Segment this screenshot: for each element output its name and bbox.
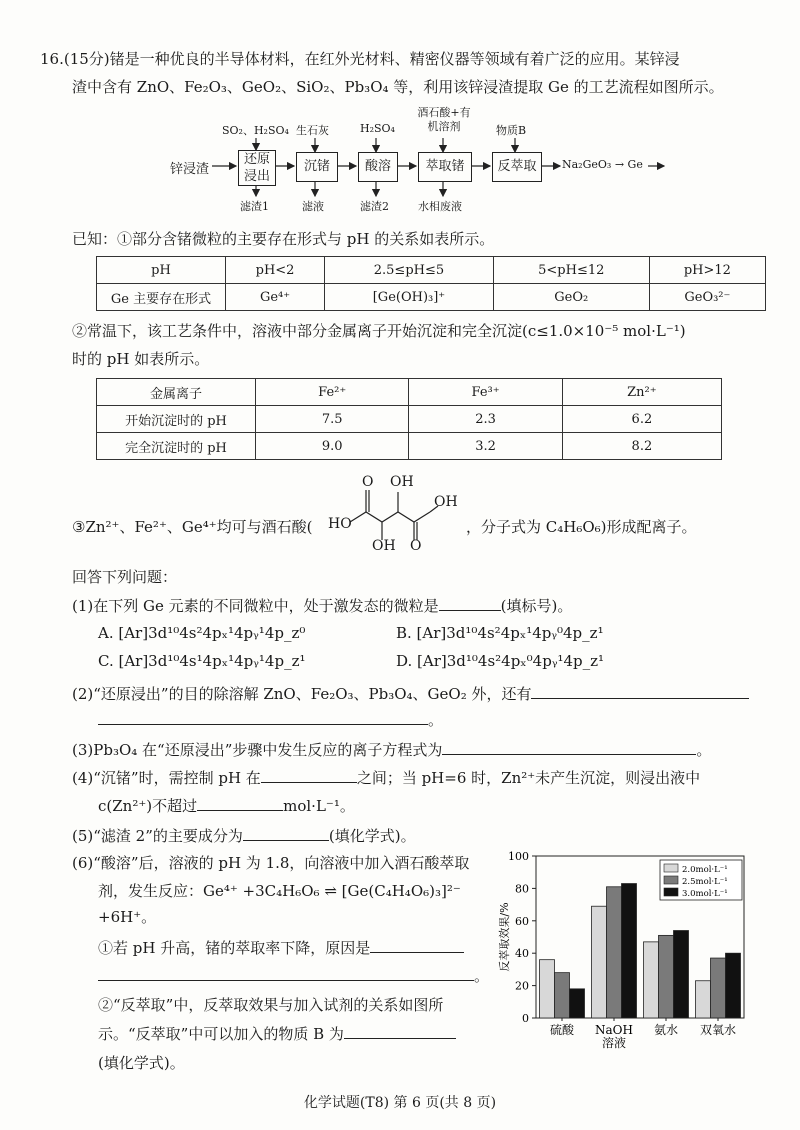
legend-swatch <box>664 888 678 896</box>
answer-blank-5[interactable] <box>243 824 329 841</box>
question-6e-end: 。 <box>474 967 490 985</box>
bar <box>622 884 637 1018</box>
table-cell: 3.2 <box>409 433 562 460</box>
question-6d-text: ①若 pH 升高，锗的萃取率下降，原因是 <box>98 939 371 957</box>
flow-step-reduction-leach: 还原浸出 <box>238 150 276 186</box>
table-row <box>97 257 766 284</box>
option-d[interactable]: D. [Ar]3d¹⁰4s²4pₓ⁰4pᵧ¹4p_z¹ <box>396 652 605 670</box>
y-tick-label: 40 <box>515 947 529 961</box>
table-cell: GeO₃²⁻ <box>649 284 765 311</box>
flow-residue-2: 滤渣2 <box>360 200 389 213</box>
y-tick-label: 0 <box>522 1012 529 1025</box>
question-6d <box>98 936 464 959</box>
answer-header: 回答下列问题： <box>72 568 178 586</box>
bar <box>555 973 570 1018</box>
flow-product: Na₂GeO₃ → Ge <box>562 158 643 171</box>
known-info-3-post: ，分子式为 C₄H₆O₆)形成配离子。 <box>466 518 697 536</box>
question-6c: +6H⁺。 <box>98 908 157 926</box>
table-cell: 2.5≤pH≤5 <box>325 257 494 284</box>
ge-species-table <box>96 256 766 311</box>
question-5 <box>72 824 416 847</box>
question-6g-text: 示。“反萃取”中可以加入的物质 B 为 <box>98 1025 344 1043</box>
question-4-line2 <box>98 794 355 817</box>
question-3 <box>72 738 711 761</box>
question-3-text: (3)Pb₃O₄ 在“还原浸出”步骤中发生反应的离子方程式为 <box>72 741 443 759</box>
question-1-tail: (填标号)。 <box>500 597 573 615</box>
table-cell: GeO₂ <box>493 284 649 311</box>
question-intro-line2: 渣中含有 ZnO、Fe₂O₃、GeO₂、SiO₂、Pb₃O₄ 等，利用该锌浸渣提取 Ge 的工艺流程如图所示。 <box>72 78 724 96</box>
back-extraction-chart <box>494 846 754 1058</box>
table-row <box>97 433 722 460</box>
x-tick-label: 硫酸 <box>549 1023 575 1037</box>
table-cell: 完全沉淀时的 pH <box>97 433 256 460</box>
x-tick-label: 溶液 <box>601 1036 627 1050</box>
question-2-end: 。 <box>428 711 444 729</box>
table-row <box>97 406 722 433</box>
table-cell: pH <box>97 257 226 284</box>
table-cell: Fe²⁺ <box>256 379 409 406</box>
y-tick-label: 100 <box>508 850 529 863</box>
known-info-2a: ②常温下，该工艺条件中，溶液中部分金属离子开始沉淀和完全沉淀(c≤1.0×10⁻⁵ mol·L⁻¹) <box>72 322 686 340</box>
bar <box>570 989 585 1018</box>
option-c[interactable]: C. [Ar]3d¹⁰4s¹4pₓ¹4pᵧ¹4p_z¹ <box>98 652 306 670</box>
bar <box>607 887 622 1018</box>
flow-filtrate: 滤液 <box>302 200 324 213</box>
legend-entry: 2.5mol·L⁻¹ <box>682 877 728 887</box>
bar <box>726 953 741 1018</box>
x-tick-label: 双氧水 <box>699 1023 737 1037</box>
option-b[interactable]: B. [Ar]3d¹⁰4s²4pₓ¹4pᵧ⁰4p_z¹ <box>396 624 604 642</box>
bar <box>540 960 555 1018</box>
legend-swatch <box>664 876 678 884</box>
answer-blank-2a[interactable] <box>531 682 749 699</box>
question-6f: ②“反萃取”中，反萃取效果与加入试剂的关系如图所 <box>98 996 444 1014</box>
known-info-1: 已知：①部分含锗微粒的主要存在形式与 pH 的关系如表所示。 <box>72 230 495 248</box>
question-5-tail: (填化学式)。 <box>328 827 416 845</box>
answer-blank-6b[interactable] <box>98 964 474 981</box>
page-footer: 化学试题(T8) 第 6 页(共 8 页) <box>303 1095 497 1111</box>
table-cell: pH<2 <box>226 257 325 284</box>
table-cell: 8.2 <box>562 433 721 460</box>
question-2 <box>72 682 749 705</box>
flow-step-back-extract: 反萃取 <box>492 152 542 182</box>
bar <box>696 981 711 1018</box>
answer-blank-6c[interactable] <box>344 1022 456 1039</box>
question-6a: (6)“酸溶”后，溶液的 pH 为 1.8，向溶液中加入酒石酸萃取 <box>72 854 470 872</box>
flow-start: 锌浸渣 <box>170 162 210 177</box>
question-4 <box>72 766 700 789</box>
molecule-o-bottom: O <box>410 538 422 554</box>
question-1-text: (1)在下列 Ge 元素的不同微粒中，处于激发态的微粒是 <box>72 597 439 615</box>
legend-entry: 3.0mol·L⁻¹ <box>682 889 728 899</box>
answer-blank-1[interactable] <box>439 594 501 611</box>
table-cell: 7.5 <box>256 406 409 433</box>
answer-blank-6a[interactable] <box>370 936 464 953</box>
table-row <box>97 379 722 406</box>
answer-blank-4b[interactable] <box>197 794 283 811</box>
y-axis-label: 反萃取效果/% <box>498 902 511 972</box>
flow-reagent-5: 物质B <box>496 124 527 137</box>
table-cell: 2.3 <box>409 406 562 433</box>
question-6h: (填化学式)。 <box>98 1054 185 1072</box>
flow-reagent-4: 酒石酸+有机溶剂 <box>417 106 471 133</box>
answer-blank-2b[interactable] <box>98 708 428 725</box>
flow-arrows <box>0 0 800 230</box>
question-3-end: 。 <box>696 741 712 759</box>
y-tick-label: 20 <box>515 979 529 993</box>
flow-step-extract-ge: 萃取锗 <box>418 152 472 182</box>
question-2-line2 <box>98 708 443 731</box>
answer-blank-4a[interactable] <box>261 766 357 783</box>
bar <box>674 931 689 1018</box>
question-2-text: (2)“还原浸出”的目的除溶解 ZnO、Fe₂O₃、Pb₃O₄、GeO₂ 外，还有 <box>72 685 532 703</box>
flow-residue-1: 滤渣1 <box>240 200 269 213</box>
molecule-ho-left: HO <box>328 516 352 532</box>
molecule-oh-top: OH <box>390 474 414 490</box>
question-5-text: (5)“滤渣 2”的主要成分为 <box>72 827 243 845</box>
flow-reagent-3: H₂SO₄ <box>360 122 395 135</box>
x-tick-label: 氨水 <box>653 1023 679 1037</box>
table-cell: 9.0 <box>256 433 409 460</box>
metal-ion-ph-table <box>96 378 722 460</box>
question-4-text-c: c(Zn²⁺)不超过 <box>98 797 198 815</box>
table-cell: 金属离子 <box>97 379 256 406</box>
y-tick-label: 80 <box>515 882 529 896</box>
table-cell: Ge 主要存在形式 <box>97 284 226 311</box>
flow-step-precipitate-ge: 沉锗 <box>296 152 338 182</box>
molecule-oh-bottom: OH <box>372 538 396 554</box>
flow-reagent-1: SO₂、H₂SO₄ <box>222 124 289 137</box>
y-tick-label: 60 <box>515 914 529 928</box>
table-cell: [Ge(OH)₃]⁺ <box>325 284 494 311</box>
table-cell: Zn²⁺ <box>562 379 721 406</box>
bar <box>592 906 607 1018</box>
bar <box>644 942 659 1018</box>
molecule-o-top: O <box>362 474 374 490</box>
x-tick-label: NaOH <box>595 1023 633 1037</box>
legend-swatch <box>664 864 678 872</box>
question-intro-line1: 16.(15分)锗是一种优良的半导体材料，在红外光材料、精密仪器等领域有着广泛的应用。某锌浸 <box>40 50 680 68</box>
question-6b: 剂，发生反应：Ge⁴⁺ +3C₄H₆O₆ ⇌ [Ge(C₄H₄O₆)₃]²⁻ <box>98 882 461 900</box>
table-row <box>97 284 766 311</box>
table-cell: Ge⁴⁺ <box>226 284 325 311</box>
question-4-text-a: (4)“沉锗”时，需控制 pH 在 <box>72 769 261 787</box>
bar <box>711 958 726 1018</box>
table-cell: 6.2 <box>562 406 721 433</box>
answer-blank-3[interactable] <box>442 738 696 755</box>
bar <box>659 935 674 1018</box>
legend-entry: 2.0mol·L⁻¹ <box>682 865 728 875</box>
question-1 <box>72 594 572 617</box>
question-4-text-b: 之间；当 pH=6 时，Zn²⁺未产生沉淀，则浸出液中 <box>356 769 701 787</box>
table-cell: pH>12 <box>649 257 765 284</box>
flow-step-acid-dissolve: 酸溶 <box>358 152 398 182</box>
table-cell: 5<pH≤12 <box>493 257 649 284</box>
option-a[interactable]: A. [Ar]3d¹⁰4s²4pₓ¹4pᵧ¹4p_z⁰ <box>98 624 306 642</box>
table-cell: Fe³⁺ <box>409 379 562 406</box>
question-4-text-d: mol·L⁻¹。 <box>283 797 355 815</box>
table-cell: 开始沉淀时的 pH <box>97 406 256 433</box>
known-info-3-pre: ③Zn²⁺、Fe²⁺、Ge⁴⁺均可与酒石酸( <box>72 518 313 536</box>
known-info-2b: 时的 pH 如表所示。 <box>72 350 210 368</box>
molecule-oh-right: OH <box>434 494 458 510</box>
question-6e <box>98 964 489 987</box>
flow-aqueous-waste: 水相废液 <box>418 200 462 213</box>
question-6g <box>98 1022 456 1045</box>
flow-reagent-2: 生石灰 <box>296 124 329 137</box>
